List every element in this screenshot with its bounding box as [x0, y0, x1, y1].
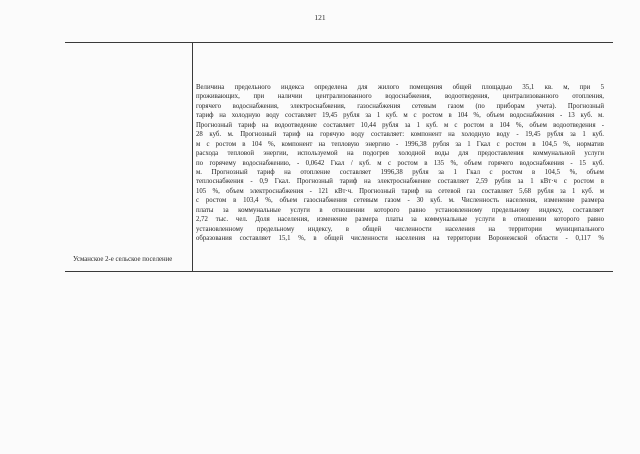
- description-line: платы за коммунальные услуги в отношении которого равно установленному предельному индексу, составляет: [196, 206, 604, 214]
- description-line: 28 куб. м. Прогнозный тариф на горячую воду составляет: компонент на холодную воду - 19,45 рубля за 1 куб.: [196, 131, 604, 139]
- description-line: теплоснабжения - 0,9 Гкал. Прогнозный тариф на электроснабжение составляет 2,59 рубля за 1 кВт·ч с ростом в: [196, 178, 604, 186]
- description-line: проживающих, при наличии централизованного водоснабжения, водоотведения, централизованного отопления,: [196, 93, 604, 101]
- description-line: по горячему водоснабжению, - 0,0642 Гкал / куб. м с ростом в 135 %, объем горячего водоснабжения - 15 куб.: [196, 159, 604, 167]
- settlement-name-cell: Усманское 2-е сельское поселение: [73, 256, 173, 263]
- data-table: [65, 42, 613, 272]
- description-line: горячего водоснабжения, электроснабжения, газоснабжения сетевым газом (по приборам учета). Прогнозный: [196, 102, 604, 110]
- description-line: Величина предельного индекса определена для жилого помещения общей площадью 35,1 кв. м, при 5: [196, 84, 604, 91]
- description-line: м с ростом в 104 %, компонент на тепловую энергию - 1996,38 рубля за 1 Гкал с ростом в 104,5 %, норматив: [196, 140, 604, 148]
- page-number: 121: [314, 13, 326, 22]
- description-line: с ростом в 103,4 %, объем газоснабжения сетевым газом - 30 куб. м. Численность населения, изменение размера: [196, 197, 604, 205]
- description-line: расхода тепловой энергии, используемой на подогрев холодной воды для предоставления коммунальной услуги: [196, 150, 604, 158]
- description-line: установленному предельному индексу, в общей численности населения на территории муниципального: [196, 225, 604, 233]
- column-divider: [192, 43, 193, 271]
- description-line: образования составляет 15,1 %, в общей численности населения на территории Воронежской области - 0,117 %: [196, 235, 604, 242]
- description-line: 105 %, объем электроснабжения - 121 кВт·ч. Прогнозный тариф на сетевой газ составляет 5,68 рубля за 1 куб. м: [196, 187, 604, 195]
- description-line: тариф на холодную воду составляет 19,45 рубля за 1 куб. м с ростом в 104 %, объем водоснабжения - 13 куб. м.: [196, 112, 604, 120]
- description-line: 2,72 тыс. чел. Доля населения, изменение размера платы за коммунальные услуги в отношении которого равно: [196, 216, 604, 224]
- description-cell: [196, 83, 604, 243]
- description-line: м. Прогнозный тариф на отопление составляет 1996,38 рубля за 1 Гкал с ростом в 104,5 %, объем: [196, 168, 604, 176]
- description-line: Прогнозный тариф на водоотведение составляет 10,44 рубля за 1 куб. м с ростом в 104 %, объем водоотведения -: [196, 121, 604, 129]
